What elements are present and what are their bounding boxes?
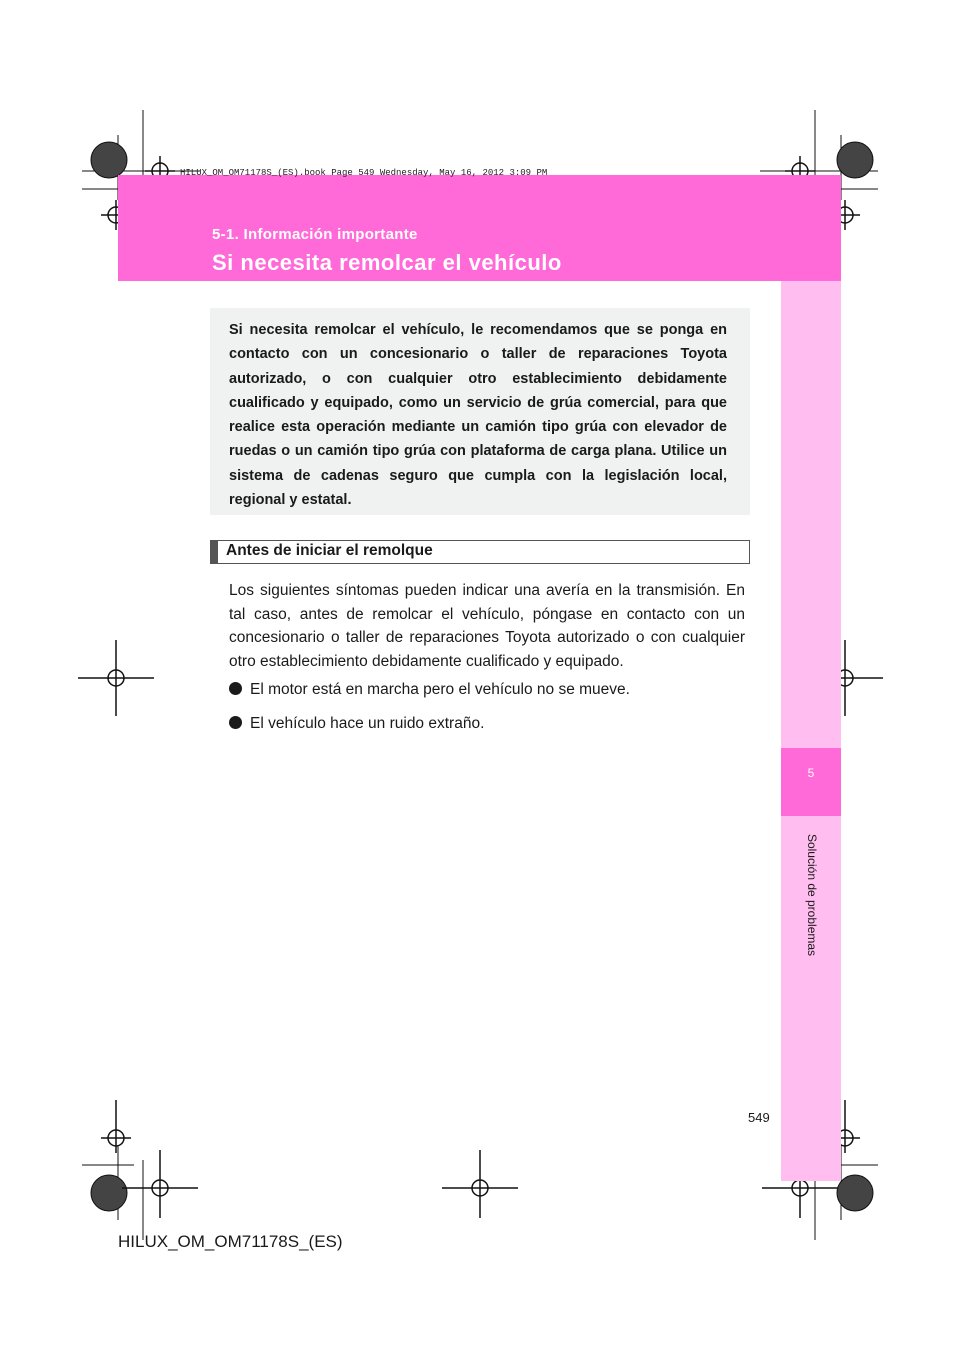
list-item (229, 715, 484, 733)
chapter-side-tab (781, 281, 841, 1181)
intro-text: Si necesita remolcar el vehículo, le recomendamos que se ponga en contacto con un concesionario o taller de reparaciones Toyota autorizado, o con cualquier otro establecimiento debidamente cualificado y equipado, como un servicio de grúa comercial, para que realice esta operación mediante un camión tipo grúa con elevador de ruedas o un camión tipo grúa con plataforma de carga plana. Utilice un sistema de cadenas seguro que cumpla con la legislación local, regional y estatal. (229, 322, 727, 509)
subheading-accent-bar (210, 540, 218, 564)
list-item-text: El vehículo hace un ruido extraño. (250, 715, 485, 732)
page-title: Si necesita remolcar el vehículo (212, 250, 562, 275)
chapter-label: Solución de problemas (805, 833, 819, 957)
document-code: HILUX_OM_OM71178S_(ES) (118, 1232, 343, 1251)
section-label: 5-1. Información importante (212, 226, 418, 243)
bullet-icon (229, 682, 242, 695)
chapter-number-box (781, 748, 841, 816)
bullet-icon (229, 716, 242, 729)
chapter-number: 5 (807, 766, 815, 780)
list-item (229, 681, 630, 699)
list-item-text: El motor está en marcha pero el vehículo no se mueve. (250, 681, 630, 698)
body-paragraph: Los siguientes síntomas pueden indicar una avería en la transmisión. En tal caso, antes de remolcar el vehículo, póngase en contacto con un concesionario o taller de reparaciones Toyota autorizado o con cualquier otro establecimiento debidamente cualificado y equipado. (229, 582, 745, 670)
book-stamp: HILUX_OM_OM71178S_(ES).book Page 549 Wednesday, May 16, 2012 3:09 PM (180, 168, 548, 178)
page-number: 549 (748, 1110, 770, 1125)
section-heading: Antes de iniciar el remolque (226, 542, 433, 559)
